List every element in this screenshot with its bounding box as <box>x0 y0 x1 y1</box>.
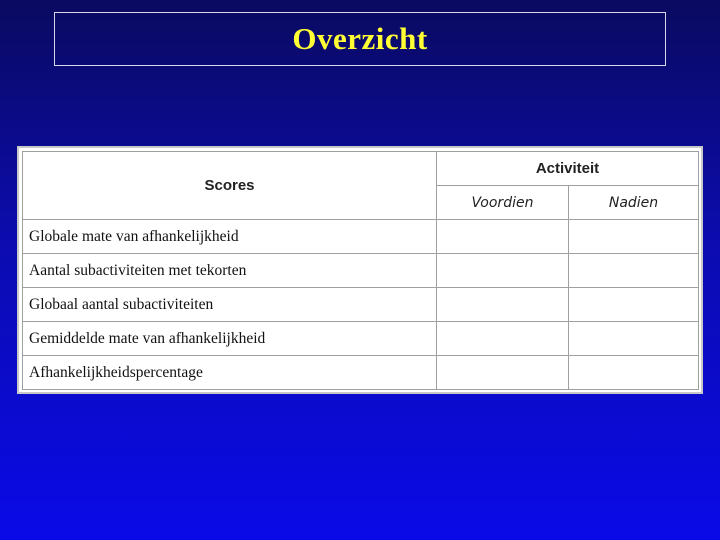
row-label: Gemiddelde mate van afhankelijkheid <box>23 322 437 356</box>
table-panel <box>17 146 703 394</box>
scores-table <box>22 151 699 390</box>
cell-nadien <box>569 220 699 254</box>
cell-voordien <box>437 254 569 288</box>
subheader-voordien: Voordien <box>437 186 569 220</box>
slide-title: Overzicht <box>292 21 428 56</box>
row-label: Globale mate van afhankelijkheid <box>23 220 437 254</box>
header-scores: Scores <box>23 152 437 220</box>
row-label: Globaal aantal subactiviteiten <box>23 288 437 322</box>
subheader-nadien: Nadien <box>569 186 699 220</box>
cell-voordien <box>437 322 569 356</box>
cell-voordien <box>437 356 569 390</box>
cell-voordien <box>437 220 569 254</box>
cell-nadien <box>569 288 699 322</box>
table-row <box>23 322 699 356</box>
table-row <box>23 220 699 254</box>
table-row <box>23 254 699 288</box>
cell-nadien <box>569 356 699 390</box>
cell-voordien <box>437 288 569 322</box>
row-label: Afhankelijkheidspercentage <box>23 356 437 390</box>
table-row <box>23 356 699 390</box>
table-row <box>23 288 699 322</box>
row-label: Aantal subactiviteiten met tekorten <box>23 254 437 288</box>
cell-nadien <box>569 322 699 356</box>
header-activity: Activiteit <box>437 152 699 186</box>
cell-nadien <box>569 254 699 288</box>
title-box <box>54 12 666 66</box>
